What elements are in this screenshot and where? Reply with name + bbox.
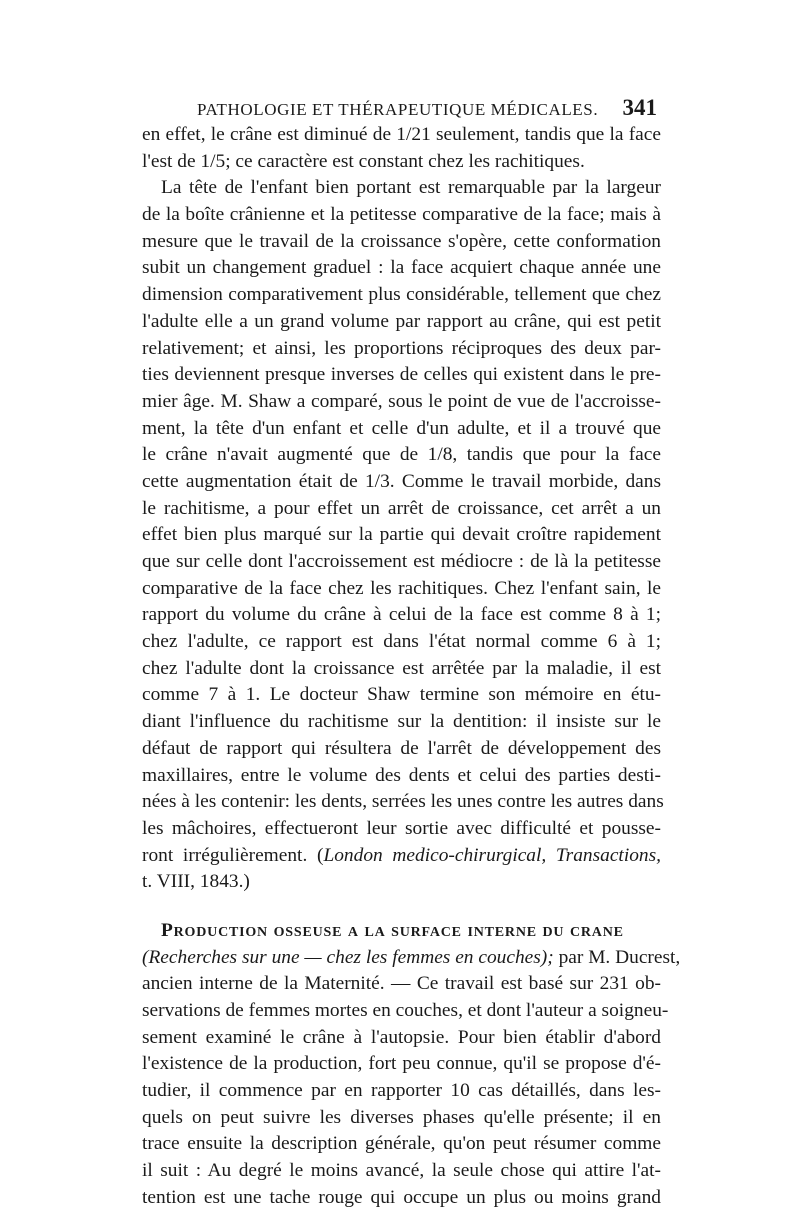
text-line: en effet, le crâne est diminué de 1/21 seulement, tandis que la face	[142, 124, 661, 145]
text-line: t. VIII, 1843.)	[142, 871, 250, 893]
text-line: mesure que le travail de la croissance s'opère, cette conformation	[142, 230, 661, 252]
text-line: dimension comparativement plus considérable, tellement que chez	[142, 284, 661, 306]
text-line: ties deviennent presque inverses de celles qui existent dans le pre-	[142, 364, 661, 386]
body-text	[142, 122, 681, 1212]
author-credit: par M. Ducrest,	[553, 946, 681, 968]
text-line: ancien interne de la Maternité. — Ce travail est basé sur 231 ob-	[142, 973, 661, 995]
text-line: défaut de rapport qui résultera de l'arrêt de développement des	[142, 737, 661, 759]
citation-prefix: ront irrégulièrement. (	[142, 844, 324, 866]
running-head	[197, 96, 657, 122]
text-line: que sur celle dont l'accroissement est médiocre : de là la petitesse	[142, 551, 661, 572]
text-line: mier âge. M. Shaw a comparé, sous le point de vue de l'accroisse-	[142, 390, 661, 412]
text-line: chez l'adulte dont la croissance est arrêtée par la maladie, il est	[142, 657, 661, 679]
text-line: trace ensuite la description générale, qu'on peut résumer comme	[142, 1133, 661, 1155]
text-line: tudier, il commence par en rapporter 10 cas détaillés, dans les-	[142, 1080, 661, 1102]
text-line: l'existence de la production, fort peu connue, qu'il se propose d'é-	[142, 1053, 661, 1075]
text-line: sement examiné le crâne à l'autopsie. Pour bien établir d'abord	[142, 1026, 661, 1048]
work-title: (Recherches sur une — chez les femmes en couches);	[142, 946, 554, 968]
text-line: l'est de 1/5; ce caractère est constant chez les rachitiques.	[142, 150, 585, 172]
citation-line	[142, 843, 661, 870]
text-line: quels on peut suivre les diverses phases qu'elle présente; il en	[142, 1106, 661, 1128]
text-line: comme 7 à 1. Le docteur Shaw termine son mémoire en étu-	[142, 684, 661, 706]
section-heading: Production osseuse a la surface interne du crane	[161, 919, 624, 941]
text-line: La tête de l'enfant bien portant est remarquable par la largeur	[161, 177, 661, 199]
text-line: il suit : Au degré le moins avancé, la seule chose qui attire l'at-	[142, 1160, 661, 1182]
text-line: diant l'influence du rachitisme sur la dentition: il insiste sur le	[142, 711, 661, 733]
text-line: servations de femmes mortes en couches, et dont l'auteur a soigneu-	[142, 1000, 669, 1021]
running-title: PATHOLOGIE ET THÉRAPEUTIQUE MÉDICALES.	[197, 100, 599, 119]
text-line: rapport du volume du crâne à celui de la face est comme 8 à 1;	[142, 604, 661, 626]
text-line: nées à les contenir: les dents, serrées les unes contre les autres dans	[142, 791, 664, 813]
text-line: le crâne n'avait augmenté que de 1/8, tandis que pour la face	[142, 444, 661, 466]
text-line: de la boîte crânienne et la petitesse comparative de la face; mais à	[142, 204, 661, 226]
text-line: le rachitisme, a pour effet un arrêt de croissance, cet arrêt a un	[142, 497, 661, 519]
text-line: effet bien plus marqué sur la partie qui devait croître rapidement	[142, 524, 661, 546]
text-line: cette augmentation était de 1/3. Comme le travail morbide, dans	[142, 470, 661, 492]
text-line: ment, la tête d'un enfant et celle d'un adulte, et il a trouvé que	[142, 417, 661, 439]
section-gap	[142, 896, 661, 918]
text-line: tention est une tache rouge qui occupe un plus ou moins grand	[142, 1186, 661, 1208]
text-line: les mâchoires, effectueront leur sortie avec difficulté et pousse-	[142, 817, 661, 839]
text-line: relativement; et ainsi, les proportions réciproques des deux par-	[142, 337, 661, 359]
text-line: subit un changement graduel : la face acquiert chaque année une	[142, 257, 661, 279]
text-line	[142, 945, 681, 972]
citation-source: London medico-chirurgical, Transactions,	[323, 844, 661, 866]
text-line: chez l'adulte, ce rapport est dans l'état normal comme 6 à 1;	[142, 631, 661, 653]
text-line: maxillaires, entre le volume des dents et celui des parties desti-	[142, 764, 661, 786]
text-line: comparative de la face chez les rachitiques. Chez l'enfant sain, le	[142, 577, 661, 599]
page-number: 341	[622, 95, 657, 120]
text-line: l'adulte elle a un grand volume par rapport au crâne, qui est petit	[142, 310, 661, 332]
